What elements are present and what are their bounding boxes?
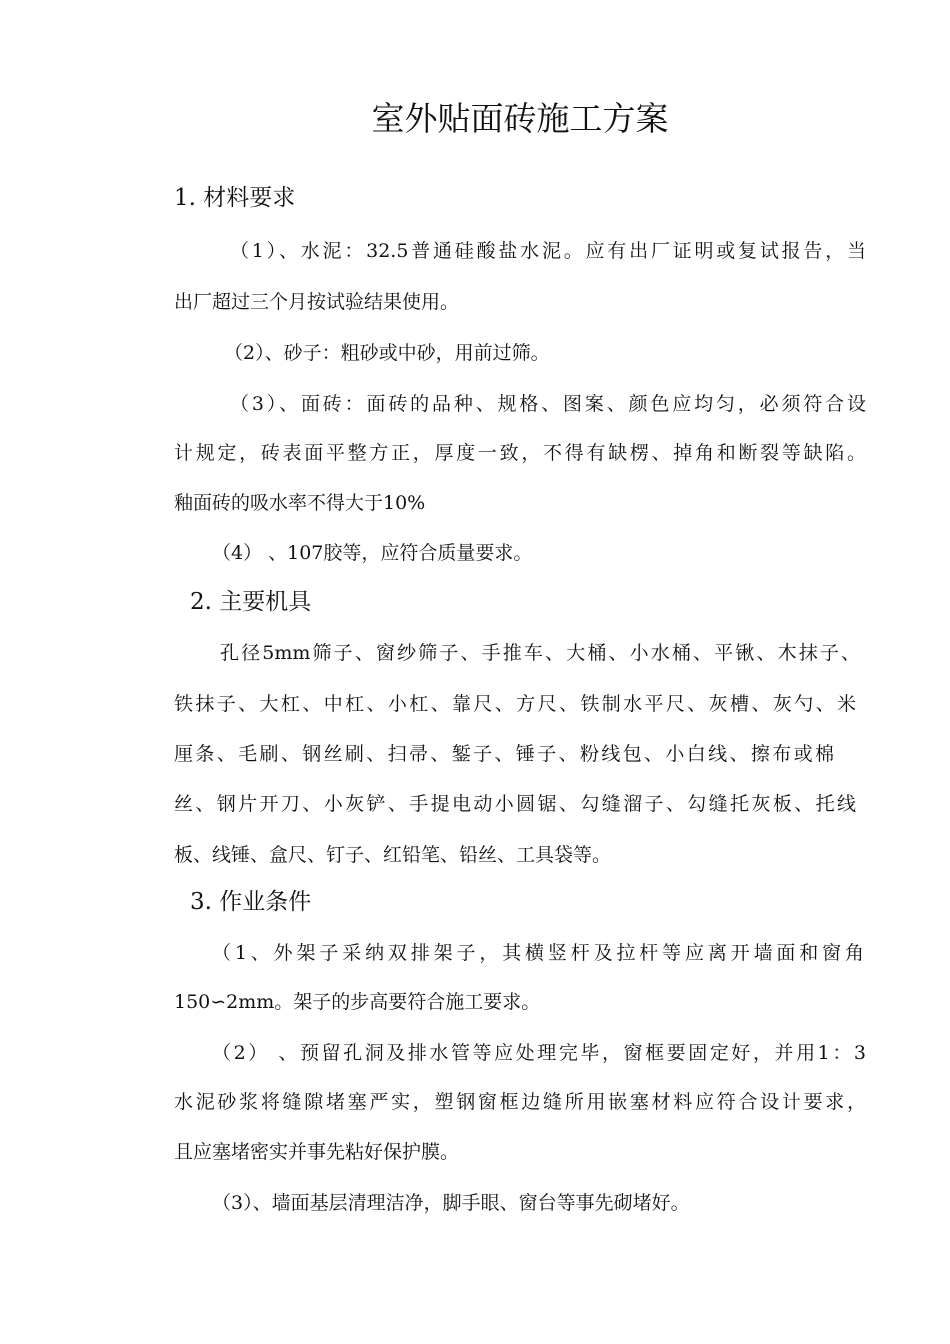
paragraph-line: （2）、砂子：粗砂或中砂，用前过筛。 xyxy=(224,342,550,364)
section-heading-materials: 1. 材料要求 xyxy=(174,185,296,211)
section-heading-conditions: 3. 作业条件 xyxy=(190,889,312,915)
paragraph-line: 150∽2mm。架子的步高要符合施工要求。 xyxy=(174,991,541,1013)
paragraph-line: （4） 、107胶等，应符合质量要求。 xyxy=(212,542,533,564)
paragraph-line: 计规定，砖表面平整方正，厚度一致，不得有缺楞、掉角和断裂等缺陷。 xyxy=(174,442,866,464)
paragraph-line: 丝、钢片开刀、小灰铲、手提电动小圆锯、勾缝溜子、勾缝托灰板、托线 xyxy=(174,793,856,815)
paragraph-line: （3）、面砖：面砖的品种、规格、图案、颜色应均匀，必须符合设 xyxy=(230,393,866,415)
paragraph-line: 铁抹子、大杠、中杠、小杠、靠尺、方尺、铁制水平尺、灰槽、灰勺、米 xyxy=(174,693,856,715)
paragraph-line: 且应塞堵密实并事先粘好保护膜。 xyxy=(174,1141,460,1163)
paragraph-line: 孔径5mm筛子、窗纱筛子、手推车、大桶、小水桶、平锹、木抹子、 xyxy=(220,642,860,664)
paragraph-line: （3）、墙面基层清理洁净，脚手眼、窗台等事先砌堵好。 xyxy=(212,1192,690,1214)
paragraph-line: （1）、水泥：32.5普通硅酸盐水泥。应有出厂证明或复试报告，当 xyxy=(230,240,866,262)
section-heading-tools: 2. 主要机具 xyxy=(190,589,312,615)
paragraph-line: （1、外架子采纳双排架子，其横竖杆及拉杆等应离开墙面和窗角 xyxy=(212,942,864,964)
paragraph-line: （2） 、预留孔洞及排水管等应处理完毕，窗框要固定好，并用1：3 xyxy=(212,1042,866,1064)
paragraph-line: 厘条、毛刷、钢丝刷、扫帚、錾子、锤子、粉线包、小白线、擦布或棉 xyxy=(174,743,834,765)
paragraph-line: 釉面砖的吸水率不得大于10% xyxy=(174,492,426,514)
paragraph-line: 水泥砂浆将缝隙堵塞严实，塑钢窗框边缝所用嵌塞材料应符合设计要求， xyxy=(174,1091,866,1113)
paragraph-line: 板、线锤、盒尺、钉子、红铅笔、铅丝、工具袋等。 xyxy=(174,844,612,866)
paragraph-line: 出厂超过三个月按试验结果使用。 xyxy=(174,291,460,313)
document-title: 室外贴面砖施工方案 xyxy=(371,99,669,138)
